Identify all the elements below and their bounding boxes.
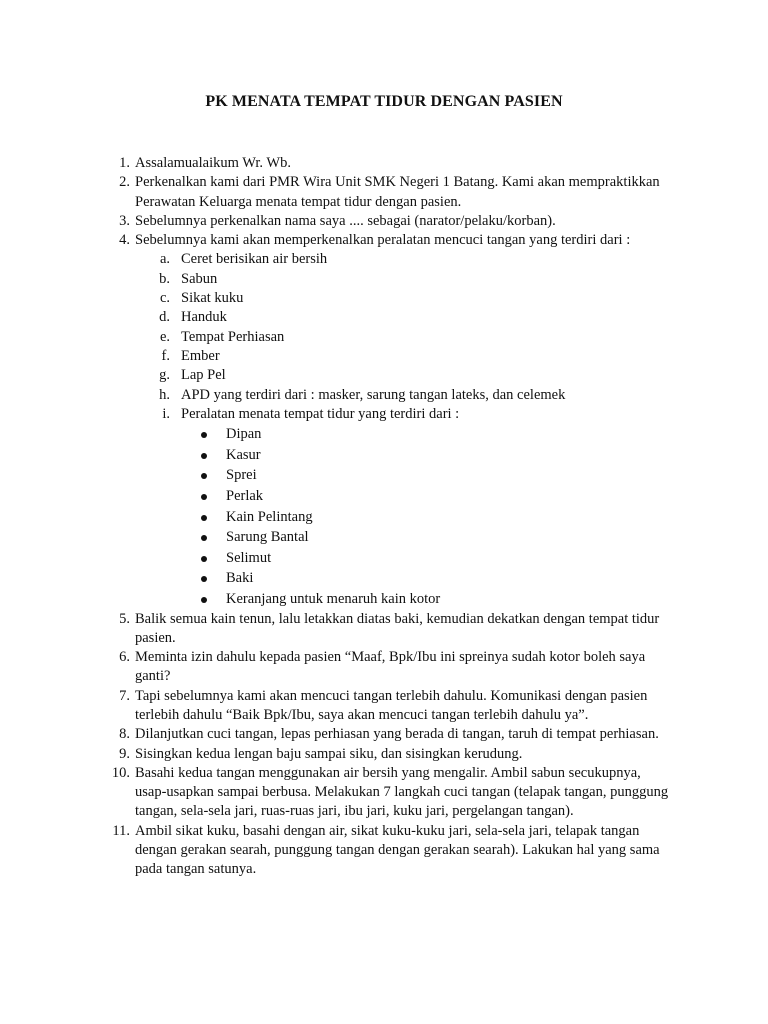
bullet-text: Dipan xyxy=(226,426,262,443)
sub-item-letter: i. xyxy=(162,405,170,422)
bullet-text: Kasur xyxy=(226,446,261,463)
bullet-item xyxy=(0,465,768,486)
list-item xyxy=(0,231,768,250)
sub-item-letter: d. xyxy=(159,309,170,326)
sub-list-item xyxy=(0,347,768,366)
sub-list-item xyxy=(0,289,768,308)
item-text: Ambil sikat kuku, basahi dengan air, sikat kuku-kuku jari, sela-sela jari, telapak tangan dengan gerakan searah, punggung tangan dengan gerakan searah). Lakukan hal yang sama pada tangan satunya. xyxy=(135,822,660,878)
item-text: Sebelumnya perkenalkan nama saya .... sebagai (narator/pelaku/korban). xyxy=(135,212,556,229)
procedure-list xyxy=(0,154,768,880)
bullet-item xyxy=(0,527,768,548)
bullet-item xyxy=(0,589,768,610)
bullet-text: Sprei xyxy=(226,467,257,484)
sub-item-text: Lap Pel xyxy=(181,367,226,384)
item-text: Sisingkan kedua lengan baju sampai siku, dan sisingkan kerudung. xyxy=(135,745,523,762)
item-text: Dilanjutkan cuci tangan, lepas perhiasan yang berada di tangan, taruh di tempat perhiasan. xyxy=(135,726,659,743)
sub-list-item xyxy=(0,328,768,347)
sub-list-item xyxy=(0,386,768,405)
item-number: 7. xyxy=(119,687,130,704)
sub-item-text: APD yang terdiri dari : masker, sarung tangan lateks, dan celemek xyxy=(181,386,566,403)
sub-item-letter: c. xyxy=(159,290,170,307)
sub-list-item xyxy=(0,366,768,385)
sub-item-text: Sikat kuku xyxy=(181,290,244,307)
list-item xyxy=(0,687,768,726)
bullet-icon xyxy=(201,432,207,438)
list-item xyxy=(0,154,768,173)
sub-item-text: Handuk xyxy=(181,309,227,326)
item-number: 8. xyxy=(119,726,130,743)
item-text: Basahi kedua tangan menggunakan air bersih yang mengalir. Ambil sabun secukupnya, usap-usapkan sampai berbusa. Melakukan 7 langkah cuci tangan (telapak tangan, punggung tangan, sela-sela jari, ruas-ruas jari, ibu jari, kuku jari, pergelangan tangan). xyxy=(135,764,669,820)
bullet-item xyxy=(0,548,768,569)
item-number: 9. xyxy=(119,745,130,762)
bullet-item xyxy=(0,568,768,589)
bullet-text: Sarung Bantal xyxy=(226,529,309,546)
item-number: 3. xyxy=(119,212,130,229)
item-text: Balik semua kain tenun, lalu letakkan diatas baki, kemudian dekatkan dengan tempat tidur pasien. xyxy=(135,610,660,646)
sub-list-item xyxy=(0,270,768,289)
item-number: 10. xyxy=(111,764,130,781)
sub-list-item xyxy=(0,308,768,327)
list-item xyxy=(0,212,768,231)
bullet-text: Baki xyxy=(226,570,254,587)
bullet-icon xyxy=(201,515,207,521)
bullet-text: Perlak xyxy=(226,487,264,504)
sub-item-text: Ceret berisikan air bersih xyxy=(181,251,328,268)
bullet-icon xyxy=(201,494,207,500)
bullet-icon xyxy=(201,535,207,541)
sub-item-letter: a. xyxy=(159,251,170,268)
list-item xyxy=(0,745,768,764)
list-item xyxy=(0,610,768,649)
bullet-icon xyxy=(201,473,207,479)
sub-list-item xyxy=(0,250,768,269)
sub-list-item xyxy=(0,405,768,424)
item-number: 11. xyxy=(112,822,130,839)
sub-item-letter: e. xyxy=(159,328,170,345)
sub-item-letter: b. xyxy=(159,270,170,287)
sub-item-text: Ember xyxy=(181,347,220,364)
item-number: 4. xyxy=(119,232,130,249)
bullet-item xyxy=(0,445,768,466)
page-title: PK MENATA TEMPAT TIDUR DENGAN PASIEN xyxy=(205,93,563,110)
bullet-item xyxy=(0,507,768,528)
bullet-icon xyxy=(201,556,207,562)
sub-item-text: Sabun xyxy=(181,270,218,287)
sub-item-letter: g. xyxy=(159,367,170,384)
item-text: Assalamualaikum Wr. Wb. xyxy=(135,155,291,171)
bullet-icon xyxy=(201,576,207,582)
item-text: Tapi sebelumnya kami akan mencuci tangan terlebih dahulu. Komunikasi dengan pasien terlebih dahulu “Baik Bpk/Ibu, saya akan mencuci tangan terlebih dahulu ya”. xyxy=(135,687,648,723)
bullet-icon xyxy=(201,597,207,603)
sub-item-letter: h. xyxy=(159,386,170,403)
bullet-text: Kain Pelintang xyxy=(226,508,313,525)
bullet-icon xyxy=(201,453,207,459)
bullet-text: Keranjang untuk menaruh kain kotor xyxy=(226,590,441,607)
list-item xyxy=(0,173,768,212)
sub-item-letter: f. xyxy=(161,347,170,364)
item-text: Sebelumnya kami akan memperkenalkan peralatan mencuci tangan yang terdiri dari : xyxy=(135,232,631,249)
bullet-text: Selimut xyxy=(226,549,272,566)
item-number: 5. xyxy=(119,610,130,627)
list-item xyxy=(0,764,768,822)
sub-item-text: Tempat Perhiasan xyxy=(181,328,285,345)
item-text: Meminta izin dahulu kepada pasien “Maaf, Bpk/Ibu ini spreinya sudah kotor boleh saya ganti? xyxy=(135,649,646,685)
item-number: 6. xyxy=(119,649,130,666)
bullet-item xyxy=(0,486,768,507)
bullet-item xyxy=(0,424,768,445)
list-item xyxy=(0,725,768,744)
list-item xyxy=(0,822,768,880)
item-text: Perkenalkan kami dari PMR Wira Unit SMK Negeri 1 Batang. Kami akan mempraktikkan Perawatan Keluarga menata tempat tidur dengan pasien. xyxy=(135,174,660,210)
sub-item-text: Peralatan menata tempat tidur yang terdiri dari : xyxy=(181,405,460,422)
list-item xyxy=(0,648,768,687)
item-number: 2. xyxy=(119,174,130,191)
item-number: 1. xyxy=(119,155,130,171)
equipment-bullet-list xyxy=(0,424,768,609)
